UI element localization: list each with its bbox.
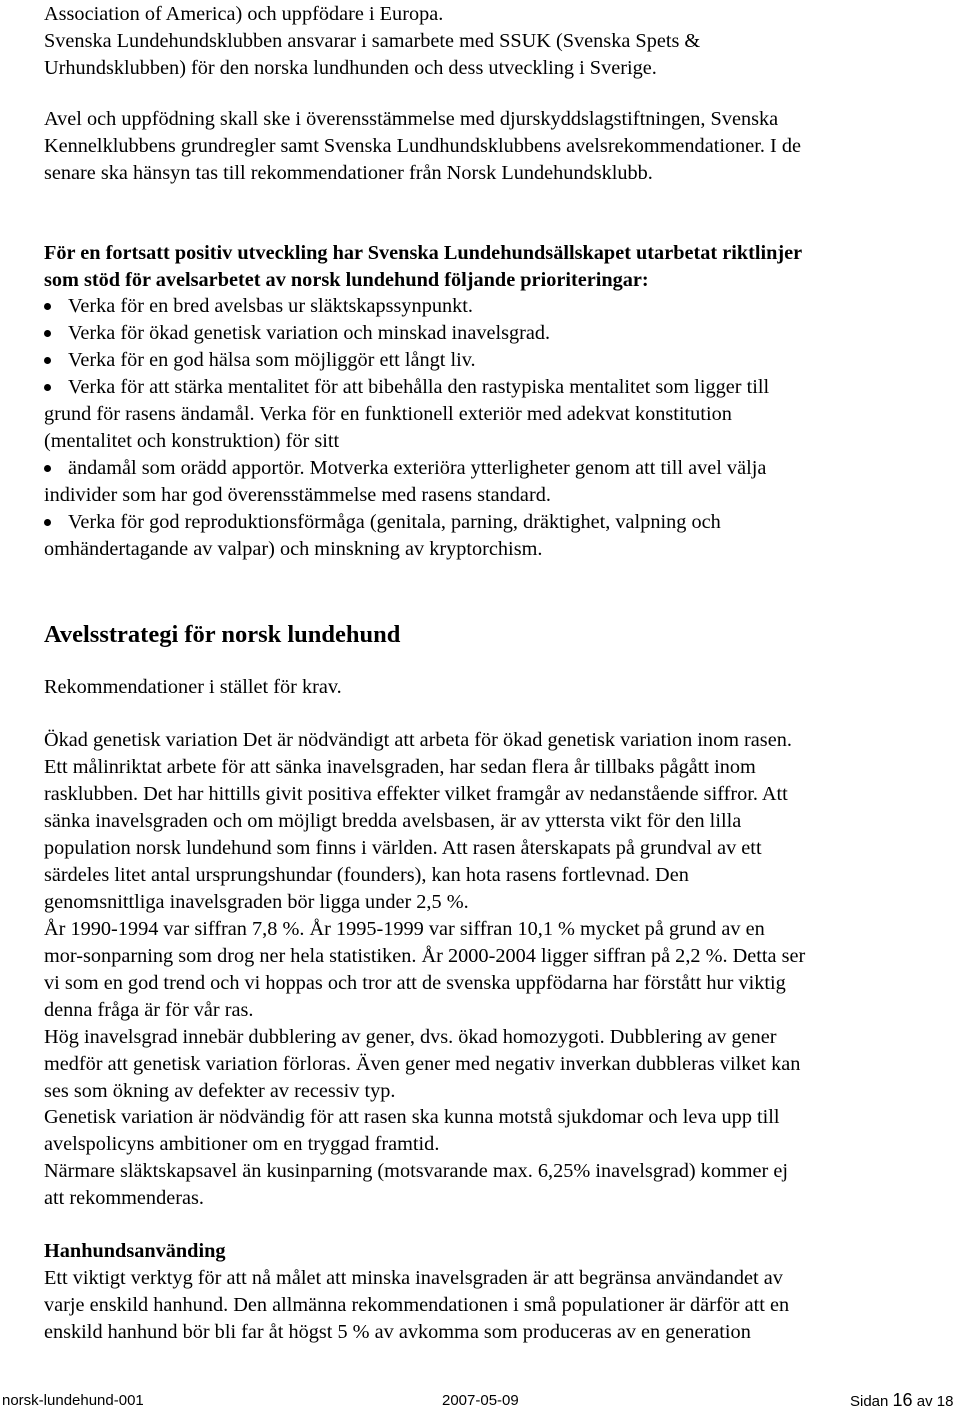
section-line: särdeles litet antal ursprungshundar (founders), kan hota rasens fortlevnad. Den (44, 864, 689, 886)
priority-line: omhändertagande av valpar) och minskning av kryptorchism. (44, 538, 543, 560)
section-line: denna fråga är för vår ras. (44, 999, 254, 1021)
section-subtitle: Rekommendationer i stället för krav. (44, 676, 342, 698)
hanhund-heading: Hanhundsanvänding (44, 1240, 226, 1262)
priority-line: Verka för god reproduktionsförmåga (genitala, parning, dräktighet, valpning och (68, 511, 721, 533)
bullet-icon (44, 465, 51, 472)
priority-line: Verka för en bred avelsbas ur släktskapssynpunkt. (68, 295, 473, 317)
priority-line: (mentalitet och konstruktion) för sitt (44, 430, 340, 452)
section-line: sänka inavelsgraden och om möjligt bredda avelsbasen, är av yttersta vikt för den lilla (44, 810, 742, 832)
intro-line: Association of America) och uppfödare i Europa. (44, 3, 444, 25)
section-line: population norsk lundehund som finns i världen. Att rasen återskapats på grundval av ett (44, 837, 762, 859)
section-line: vi som en god trend och vi hoppas och tror att de svenska uppfödarna har förstått hur viktig (44, 972, 786, 994)
section-line: Genetisk variation är nödvändig för att rasen ska kunna motstå sjukdomar och leva upp till (44, 1106, 780, 1128)
section-line: Ökad genetisk variation Det är nödvändigt att arbeta för ökad genetisk variation inom rasen. (44, 729, 792, 751)
section-line: ses som ökning av defekter av recessiv typ. (44, 1080, 396, 1102)
priority-line: individer som har god överensstämmelse med rasens standard. (44, 484, 551, 506)
section-line: År 1990-1994 var siffran 7,8 %. År 1995-1999 var siffran 10,1 % mycket på grund av en (44, 918, 765, 940)
section-line: mor-sonparning som drog ner hela statistiken. År 2000-2004 ligger siffran på 2,2 %. Detta ser (44, 945, 806, 967)
bullet-icon (44, 519, 51, 526)
footer-page-label: Sidan (850, 1393, 889, 1410)
avel-paragraph-line: Avel och uppfödning skall ske i överensstämmelse med djurskyddslagstiftningen, Svenska (44, 108, 779, 130)
section-line: rasklubben. Det har hittills givit positiva effekter vilket framgår av nedanstående siffror. Att (44, 783, 788, 805)
section-line: medför att genetisk variation förloras. Även gener med negativ inverkan dubbleras vilket kan (44, 1053, 801, 1075)
priority-line: Verka för en god hälsa som möjliggör ett långt liv. (68, 349, 476, 371)
hanhund-line: Ett viktigt verktyg för att nå målet att minska inavelsgraden är att begränsa användandet av (44, 1267, 783, 1289)
footer-page-number: 16 (892, 1390, 913, 1410)
section-line: genomsnittliga inavelsgraden bör ligga under 2,5 %. (44, 891, 469, 913)
footer-doc-id: norsk-lundehund-001 (2, 1392, 144, 1409)
priority-line: Verka för ökad genetisk variation och minskad inavelsgrad. (68, 322, 551, 344)
bullet-icon (44, 384, 51, 391)
priorities-intro-line: För en fortsatt positiv utveckling har Svenska Lundehundsällskapet utarbetat riktlinjer (44, 242, 803, 264)
avel-paragraph-line: senare ska hänsyn tas till rekommendationer från Norsk Lundehundsklubb. (44, 162, 653, 184)
footer-page-of: av 18 (916, 1393, 954, 1410)
avel-paragraph-line: Kennelklubbens grundregler samt Svenska Lundhundsklubbens avelsrekommendationer. I de (44, 135, 801, 157)
section-line: Närmare släktskapsavel än kusinparning (motsvarande max. 6,25% inavelsgrad) kommer ej (44, 1160, 788, 1182)
priorities-intro-line: som stöd för avelsarbetet av norsk lundehund följande prioriteringar: (44, 269, 649, 291)
priority-line: ändamål som orädd apportör. Motverka exteriöra ytterligheter genom att till avel välja (68, 457, 767, 479)
hanhund-line: varje enskild hanhund. Den allmänna rekommendationen i små populationer är därför att en (44, 1294, 790, 1316)
priority-line: grund för rasens ändamål. Verka för en funktionell exteriör med adekvat konstitution (44, 403, 732, 425)
footer-page (850, 1392, 953, 1410)
bullet-icon (44, 330, 51, 337)
intro-line: Svenska Lundehundsklubben ansvarar i samarbete med SSUK (Svenska Spets & (44, 30, 701, 52)
bullet-icon (44, 303, 51, 310)
section-line: Ett målinriktat arbete för att sänka inavelsgraden, har sedan flera år tillbaks pågått inom (44, 756, 756, 778)
section-line: att rekommenderas. (44, 1187, 204, 1209)
priority-line: Verka för att stärka mentalitet för att bibehålla den rastypiska mentalitet som ligger till (68, 376, 770, 398)
bullet-icon (44, 357, 51, 364)
section-line: Hög inavelsgrad innebär dubblering av gener, dvs. ökad homozygoti. Dubblering av gener (44, 1026, 777, 1048)
section-line: avelspolicyns ambitioner om en tryggad framtid. (44, 1133, 440, 1155)
footer-date: 2007-05-09 (442, 1392, 519, 1409)
hanhund-line: enskild hanhund bör bli far åt högst 5 % av avkomma som produceras av en generation (44, 1321, 751, 1343)
section-heading: Avelsstrategi för norsk lundehund (44, 621, 401, 648)
intro-line: Urhundsklubben) för den norska lundhunden och dess utveckling i Sverige. (44, 57, 657, 79)
